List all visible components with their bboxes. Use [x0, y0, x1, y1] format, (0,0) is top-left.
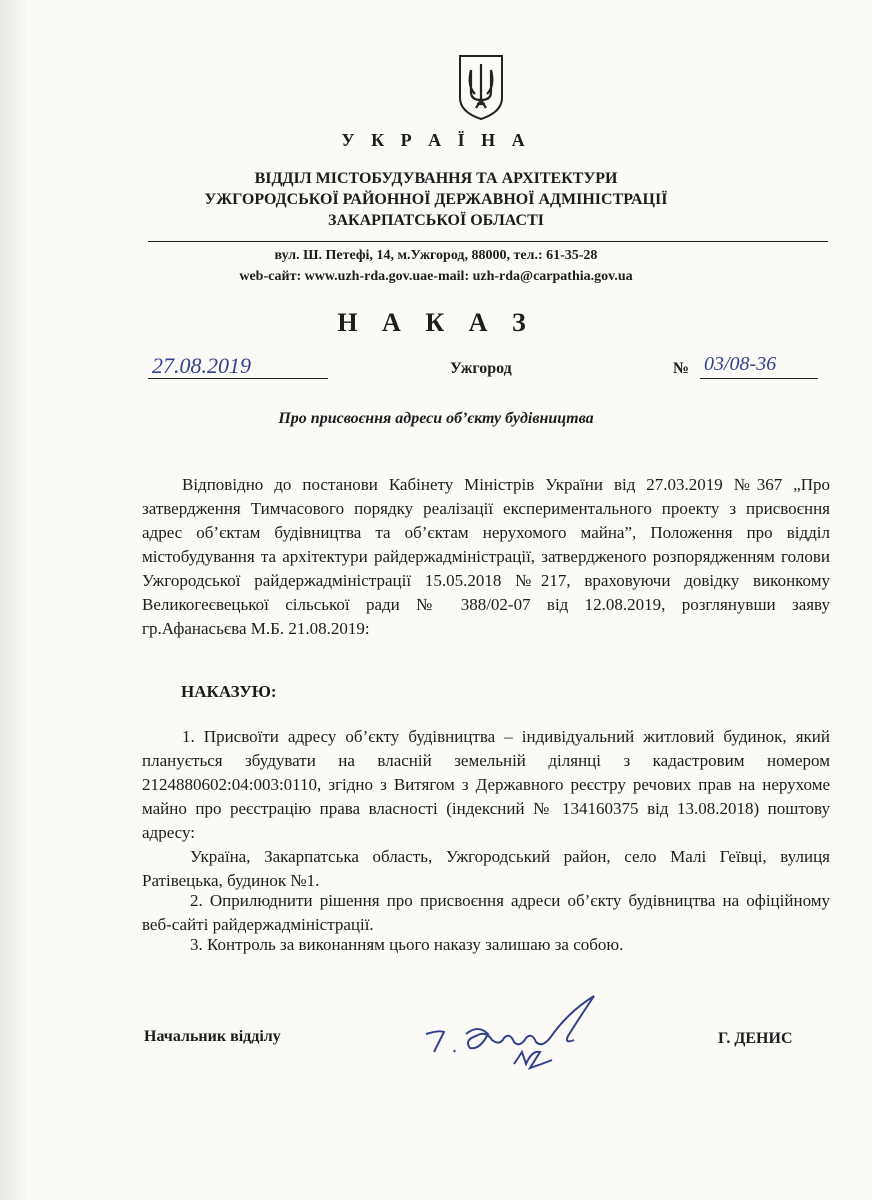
order-item-1: 1. Присвоїти адресу об’єкту будівництва – індивідуальний житловий будинок, який планується збудувати на власній земельній ділянці з кадастровим номером 2124880602:04:003:0110, згідно з Витягом з Державного реєстру речових прав на нерухоме майно про реєстрацію права власності (індексний № 134160375 від 13.08.2018) поштову адресу: — [142, 727, 830, 842]
handwritten-date: 27.08.2019 — [152, 353, 251, 378]
handwritten-number: 03/08-36 — [704, 353, 777, 375]
document-title: Н А К А З — [337, 308, 535, 337]
signatory-name: Г. ДЕНИС — [718, 1030, 793, 1047]
order-item-3: 3. Контроль за виконанням цього наказу залишаю за собою. — [190, 935, 624, 954]
preamble-paragraph: Відповідно до постанови Кабінету Міністрів України від 27.03.2019 №367 „Про затвердження Тимчасового порядку реалізації експериментального проекту з присвоєння адрес об’єктам будівництва та об’єктам нерухомого майна”, Положення про відділ містобудування та архітектури райдержадміністрації, затвердженого розпорядженням голови Ужгородської райдержадміністрації 15.05.2018 №217, враховуючи довідку виконкому Великогеєвецької сільської ради № 388/02-07 від 12.08.2019, розглянувши заяву гр.Афанасьєва М.Б. 21.08.2019: — [142, 475, 830, 638]
handwritten-signature — [418, 990, 618, 1080]
department-line-1: ВІДДІЛ МІСТОБУДУВАННЯ ТА АРХІТЕКТУРИ — [254, 170, 618, 187]
contact-address: вул. Ш. Петефі, 14, м.Ужгород, 88000, тел.: 61-35-28 — [274, 248, 598, 263]
trident-emblem-icon — [456, 52, 506, 122]
order-heading: НАКАЗУЮ: — [181, 682, 277, 701]
city-name: Ужгород — [450, 360, 512, 377]
postal-address: Україна, Закарпатська область, Ужгородський район, село Малі Геївці, вулиця Ратівецька, будинок №1. — [142, 847, 830, 890]
header-divider — [148, 241, 828, 242]
signatory-position: Начальник відділу — [144, 1028, 281, 1045]
department-line-2: УЖГОРОДСЬКОЇ РАЙОННОЇ ДЕРЖАВНОЇ АДМІНІСТРАЦІЇ — [204, 191, 668, 208]
number-label: № — [673, 360, 690, 377]
contact-web-email: web-сайт: www.uzh-rda.gov.uae-mail: uzh-rda@carpathia.gov.ua — [239, 269, 633, 284]
department-line-3: ЗАКАРПАТСЬКОЇ ОБЛАСТІ — [328, 212, 544, 229]
country-heading: У К Р А Ї Н А — [341, 130, 531, 150]
document-subject: Про присвоєння адреси об’єкту будівництва — [278, 410, 594, 427]
order-item-2: 2. Оприлюднити рішення про присвоєння адреси об’єкту будівництва на офіційному веб-сайті райдержадміністрації. — [142, 891, 830, 934]
